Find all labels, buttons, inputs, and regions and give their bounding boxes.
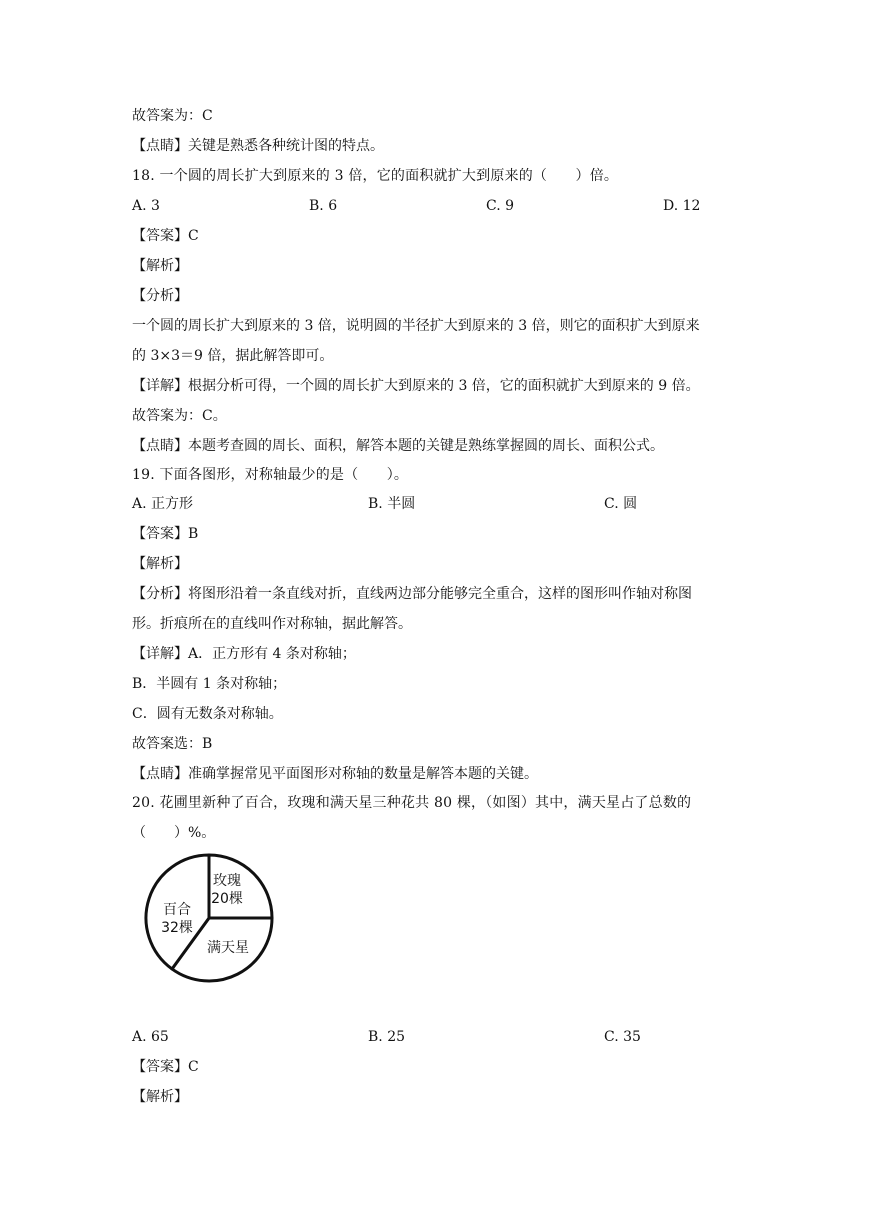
q18-answer: 【答案】C <box>132 228 199 244</box>
pie-chart <box>130 848 290 998</box>
q18-fenxi-text-2: 的 3×3＝9 倍，据此解答即可。 <box>132 348 334 364</box>
slice-label-meigui: 玫瑰 <box>213 873 241 889</box>
q18-option-c: C. 9 <box>486 198 515 214</box>
question-20-stem-1: 20. 花圃里新种了百合，玫瑰和满天星三种花共 80 棵，（如图）其中，满天星占了总数的 <box>132 795 692 811</box>
pie-slices <box>146 855 272 981</box>
q19-jiexi: 【解析】 <box>132 556 188 572</box>
q19-xiangjie-b: B．半圆有 1 条对称轴； <box>132 676 287 692</box>
q18-jiexi: 【解析】 <box>132 258 188 274</box>
q18-fenxi: 【分析】 <box>132 288 188 304</box>
q19-option-b: B. 半圆 <box>368 496 416 512</box>
slice-value-baihe: 32棵 <box>161 920 193 936</box>
q20-option-b: B. 25 <box>368 1029 406 1045</box>
q18-option-a: A. 3 <box>132 198 160 214</box>
q19-fenxi-2: 形。折痕所在的直线叫作对称轴，据此解答。 <box>132 616 412 632</box>
q19-answer: 【答案】B <box>132 526 199 542</box>
question-19-stem: 19. 下面各图形，对称轴最少的是（ ）。 <box>132 467 409 483</box>
q19-dianjing: 【点睛】准确掌握常见平面图形对称轴的数量是解答本题的关键。 <box>132 766 538 782</box>
slice-value-meigui: 20棵 <box>211 891 243 907</box>
q19-fenxi-1: 【分析】将图形沿着一条直线对折，直线两边部分能够完全重合，这样的图形叫作轴对称图 <box>132 586 692 602</box>
slice-label-baihe: 百合 <box>163 902 191 918</box>
line-tip-17: 【点睛】关键是熟悉各种统计图的特点。 <box>132 138 384 154</box>
q18-conclusion: 故答案为：C。 <box>132 408 227 424</box>
q19-option-a: A. 正方形 <box>132 496 194 512</box>
q19-conclusion: 故答案选：B <box>132 736 213 752</box>
q18-option-b: B. 6 <box>309 198 338 214</box>
q20-option-c: C. 35 <box>604 1029 641 1045</box>
q19-xiangjie-a: 【详解】A．正方形有 4 条对称轴； <box>132 646 356 662</box>
question-20-stem-2: （ ）%。 <box>132 825 216 841</box>
q19-xiangjie-c: C．圆有无数条对称轴。 <box>132 706 283 722</box>
q18-fenxi-text-1: 一个圆的周长扩大到原来的 3 倍，说明圆的半径扩大到原来的 3 倍，则它的面积扩大到原来 <box>132 318 700 334</box>
q20-jiexi: 【解析】 <box>132 1089 188 1105</box>
line-answer-17: 故答案为：C <box>132 108 213 124</box>
question-18-stem: 18. 一个圆的周长扩大到原来的 3 倍，它的面积就扩大到原来的（ ）倍。 <box>132 168 619 184</box>
q18-option-d: D. 12 <box>663 198 701 214</box>
slice-label-mantianxing: 满天星 <box>207 940 249 956</box>
q18-dianjing: 【点睛】本题考查圆的周长、面积，解答本题的关键是熟练掌握圆的周长、面积公式。 <box>132 438 664 454</box>
q19-option-c: C. 圆 <box>604 496 638 512</box>
q18-xiangjie: 【详解】根据分析可得，一个圆的周长扩大到原来的 3 倍，它的面积就扩大到原来的 9 倍。 <box>132 378 700 394</box>
q20-answer: 【答案】C <box>132 1059 199 1075</box>
q20-option-a: A. 65 <box>132 1029 169 1045</box>
